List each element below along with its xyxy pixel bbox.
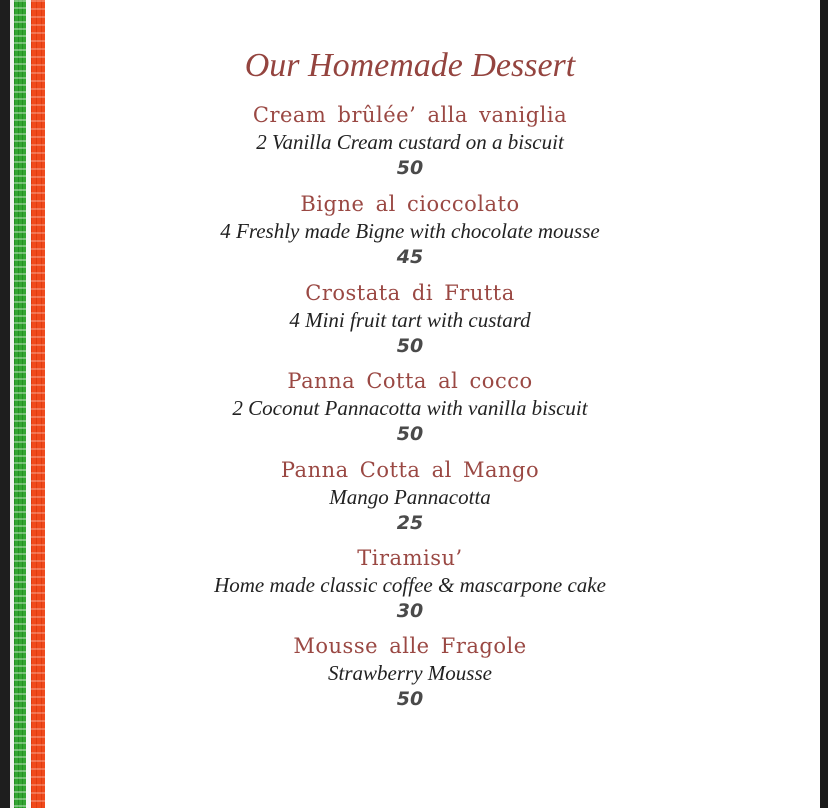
menu-item bbox=[0, 280, 820, 358]
item-description: Home made classic coffee & mascarpone cake bbox=[214, 573, 606, 597]
menu-item bbox=[0, 633, 820, 711]
menu-item bbox=[0, 191, 820, 269]
item-price: 50 bbox=[396, 423, 424, 445]
item-name: Mousse alle Fragole bbox=[293, 634, 527, 658]
menu-item bbox=[0, 102, 820, 180]
item-description: 4 Mini fruit tart with custard bbox=[289, 308, 531, 332]
item-name: Tiramisu’ bbox=[357, 546, 463, 570]
item-price: 45 bbox=[396, 246, 424, 268]
item-description: 4 Freshly made Bigne with chocolate mousse bbox=[220, 219, 600, 243]
menu-title: Our Homemade Dessert bbox=[244, 47, 576, 84]
item-name: Bigne al cioccolato bbox=[300, 192, 520, 216]
item-name: Cream brûlée’ alla vaniglia bbox=[252, 103, 568, 127]
item-description: 2 Coconut Pannacotta with vanilla biscuit bbox=[232, 396, 588, 420]
item-description: 2 Vanilla Cream custard on a biscuit bbox=[256, 130, 564, 154]
item-price: 50 bbox=[396, 335, 424, 357]
item-description: Mango Pannacotta bbox=[329, 485, 491, 509]
item-description: Strawberry Mousse bbox=[328, 661, 492, 685]
menu-item bbox=[0, 545, 820, 623]
menu-item bbox=[0, 457, 820, 535]
item-price: 30 bbox=[396, 600, 424, 622]
item-name: Panna Cotta al Mango bbox=[280, 458, 540, 482]
item-price: 25 bbox=[396, 512, 424, 534]
menu-item bbox=[0, 368, 820, 446]
item-price: 50 bbox=[396, 688, 424, 710]
item-name: Crostata di Frutta bbox=[305, 281, 515, 305]
item-price: 50 bbox=[396, 157, 424, 179]
item-name: Panna Cotta al cocco bbox=[287, 369, 533, 393]
